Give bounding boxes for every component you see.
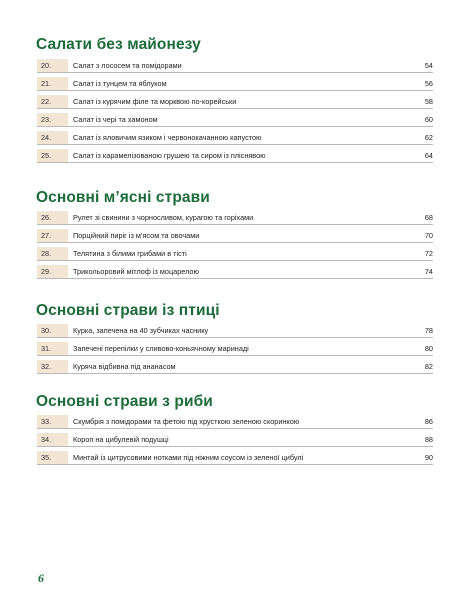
entry-page: 62 (424, 132, 433, 142)
entry-title: Салат із чері та хамоном (73, 114, 158, 124)
entry-number: 20. (37, 59, 68, 72)
entry-title: Салат із курячим філе та морквою по-корейськи (73, 96, 237, 106)
toc-entry[interactable] (37, 76, 433, 91)
entry-number: 32. (37, 360, 68, 373)
entry-number: 28. (37, 247, 68, 260)
entry-page: 64 (424, 150, 433, 160)
toc-entry[interactable] (37, 246, 433, 261)
toc-entry[interactable] (37, 130, 433, 145)
entry-number: 29. (37, 265, 68, 278)
toc-entry[interactable] (37, 58, 433, 73)
entry-title: Салат з лососем та помідорами (73, 60, 182, 70)
toc-entry[interactable] (37, 414, 433, 429)
section-title-salads: Салати без майонезу (36, 36, 201, 53)
entry-title: Телятина з білими грибами в тісті (73, 248, 187, 258)
entry-number: 23. (37, 113, 68, 126)
toc-entry[interactable] (37, 148, 433, 163)
toc-entry[interactable] (37, 432, 433, 447)
entry-page: 90 (424, 452, 433, 462)
entry-title: Порційний пиріг із м’ясом та овочами (73, 230, 200, 240)
entry-title: Скумбрія з помідорами та фетою під хрусткою зеленою скоринкою (73, 416, 300, 426)
entry-title: Рулет зі свинини з чорносливом, курагою та горіхами (73, 212, 254, 222)
entry-page: 60 (424, 114, 433, 124)
entry-number: 31. (37, 342, 68, 355)
entry-page: 72 (424, 248, 433, 258)
entry-page: 74 (424, 266, 433, 276)
entry-page: 82 (424, 361, 433, 371)
entry-page: 80 (424, 343, 433, 353)
page-number: 6 (38, 571, 44, 585)
entry-title: Минтай із цитрусовими нотками під ніжним соусом із зеленої цибулі (73, 452, 304, 462)
section-title-poultry: Основні страви із птиці (36, 302, 220, 319)
entry-title: Запечені перепілки у сливово-коньячному маринаді (73, 343, 249, 353)
entry-number: 22. (37, 95, 68, 108)
entry-page: 68 (424, 212, 433, 222)
entry-title: Короп на цибулевій подушці (73, 434, 169, 444)
entry-number: 33. (37, 415, 68, 428)
entry-page: 58 (424, 96, 433, 106)
toc-entry[interactable] (37, 323, 433, 338)
toc-entry[interactable] (37, 264, 433, 279)
toc-entry[interactable] (37, 450, 433, 465)
entry-title: Курка, запечена на 40 зубчиках часнику (73, 325, 209, 335)
entry-page: 56 (424, 78, 433, 88)
section-title-meat: Основні м’ясні страви (36, 189, 210, 206)
entry-number: 27. (37, 229, 68, 242)
entry-title: Салат із яловичим язиком і червонокачанною капустою (73, 132, 262, 142)
toc-entry[interactable] (37, 359, 433, 374)
entry-number: 35. (37, 451, 68, 464)
toc-entry[interactable] (37, 94, 433, 109)
toc-entry[interactable] (37, 228, 433, 243)
entry-page: 88 (424, 434, 433, 444)
entry-title: Куряча відбивна під ананасом (73, 361, 176, 371)
entry-page: 70 (424, 230, 433, 240)
entry-page: 78 (424, 325, 433, 335)
toc-entry[interactable] (37, 210, 433, 225)
entry-number: 24. (37, 131, 68, 144)
entry-number: 26. (37, 211, 68, 224)
entry-page: 86 (424, 416, 433, 426)
entry-title: Салат із карамелізованою грушею та сиром із пліснявою (73, 150, 266, 160)
toc-entry[interactable] (37, 112, 433, 127)
entry-number: 25. (37, 149, 68, 162)
entry-title: Салат із тунцем та яблуком (73, 78, 167, 88)
entry-number: 30. (37, 324, 68, 337)
entry-page: 54 (424, 60, 433, 70)
toc-entry[interactable] (37, 341, 433, 356)
section-title-fish: Основні страви з риби (36, 393, 213, 410)
entry-number: 21. (37, 77, 68, 90)
entry-title: Трикольоровий мітлоф із моцарелою (73, 266, 199, 276)
entry-number: 34. (37, 433, 68, 446)
